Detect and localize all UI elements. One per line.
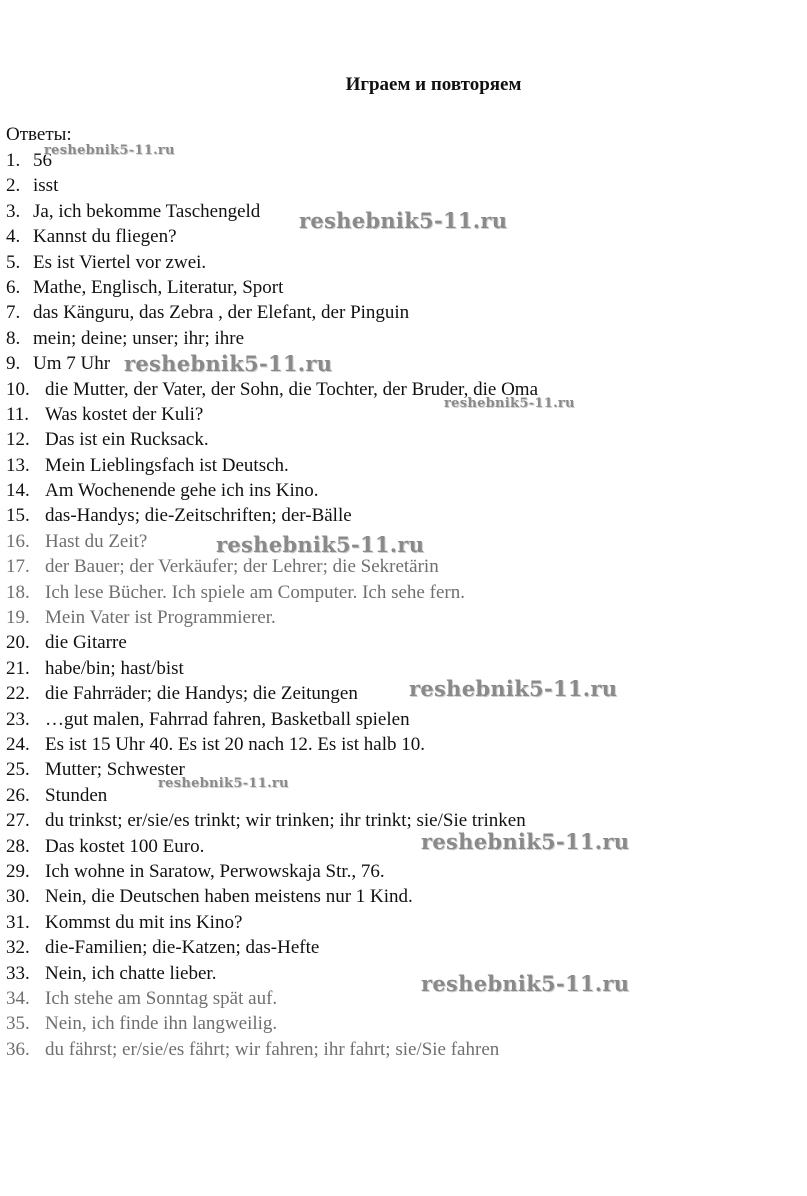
watermark: reshebnik5-11.ru	[421, 829, 630, 854]
page-title: Играем и повторяем	[345, 74, 522, 95]
answer-item	[6, 1037, 538, 1062]
answer-number: 28.	[6, 835, 30, 857]
answer-number: 34.	[6, 987, 30, 1009]
answer-number: 23.	[6, 708, 30, 730]
answer-item	[6, 250, 538, 275]
answer-number: 32.	[6, 937, 30, 959]
answer-number: 3.	[6, 200, 21, 222]
answer-text: Um 7 Uhr	[33, 353, 111, 375]
answer-item	[6, 580, 538, 605]
answer-text: Ich wohne in Saratow, Perwowskaja Str., 76.	[45, 860, 385, 882]
answer-number: 30.	[6, 886, 30, 908]
answer-text: habe/bin; hast/bist	[45, 657, 184, 679]
answer-text: Ich stehe am Sonntag spät auf.	[45, 987, 278, 1009]
answer-item	[6, 300, 538, 325]
answer-number: 5.	[6, 251, 21, 273]
answer-number: 18.	[6, 581, 30, 603]
answer-text: Nein, ich finde ihn langweilig.	[45, 1013, 278, 1035]
answer-number: 21.	[6, 657, 30, 679]
answer-item	[6, 605, 538, 630]
answers-label: Ответы:	[6, 124, 72, 145]
watermark: reshebnik5-11.ru	[409, 676, 618, 701]
answer-number: 29.	[6, 860, 30, 882]
answer-number: 10.	[6, 378, 30, 400]
answer-text: Kommst du mit ins Kino?	[45, 911, 243, 933]
answer-text: Mein Lieblingsfach ist Deutsch.	[45, 454, 289, 476]
answer-text: das Känguru, das Zebra , der Elefant, der Pinguin	[33, 302, 410, 324]
answer-number: 33.	[6, 962, 30, 984]
answer-item	[6, 859, 538, 884]
answer-item	[6, 554, 538, 579]
answer-text: Mein Vater ist Programmierer.	[45, 607, 276, 629]
answer-item	[6, 326, 538, 351]
answers-list	[6, 148, 538, 1062]
watermark: reshebnik5-11.ru	[158, 776, 289, 791]
answer-text: Ich lese Bücher. Ich spiele am Computer. Ich sehe fern.	[45, 581, 465, 603]
watermark: reshebnik5-11.ru	[216, 532, 425, 557]
answer-text: Es ist 15 Uhr 40. Es ist 20 nach 12. Es ist halb 10.	[45, 733, 425, 755]
watermark: reshebnik5-11.ru	[44, 143, 175, 158]
answer-text: Mathe, Englisch, Literatur, Sport	[33, 276, 284, 298]
answer-text: Nein, die Deutschen haben meistens nur 1 Kind.	[45, 886, 413, 908]
answer-number: 1.	[6, 150, 21, 171]
answer-text: Hast du Zeit?	[45, 530, 148, 552]
answer-item	[6, 478, 538, 503]
answer-item	[6, 884, 538, 909]
answer-number: 14.	[6, 480, 30, 502]
answer-number: 19.	[6, 607, 30, 629]
answer-number: 2.	[6, 175, 21, 197]
answer-number: 9.	[6, 353, 21, 375]
answer-text: Nein, ich chatte lieber.	[45, 962, 217, 984]
answer-item	[6, 275, 538, 300]
answer-text: du trinkst; er/sie/es trinkt; wir trinken; ihr trinkt; sie/Sie trinken	[45, 810, 526, 832]
watermark: reshebnik5-11.ru	[444, 396, 575, 411]
answer-text: du fährst; er/sie/es fährt; wir fahren; ihr fahrt; sie/Sie fahren	[45, 1038, 500, 1060]
answer-text: die Mutter, der Vater, der Sohn, die Tochter, der Bruder, die Oma	[45, 378, 538, 400]
answer-number: 13.	[6, 454, 30, 476]
watermark: reshebnik5-11.ru	[299, 208, 508, 233]
answer-number: 26.	[6, 784, 30, 806]
answer-text: die Fahrräder; die Handys; die Zeitungen	[45, 683, 358, 705]
answer-text: Kannst du fliegen?	[33, 226, 177, 248]
answer-item	[6, 732, 538, 757]
answer-text: das-Handys; die-Zeitschriften; der-Bälle	[45, 505, 352, 527]
answer-text: isst	[33, 175, 59, 197]
answer-item	[6, 630, 538, 655]
answer-number: 8.	[6, 327, 21, 349]
answer-number: 17.	[6, 556, 30, 578]
answer-number: 15.	[6, 505, 30, 527]
answer-text: Ja, ich bekomme Taschengeld	[33, 200, 261, 222]
answer-item	[6, 173, 538, 198]
answer-item	[6, 935, 538, 960]
watermark: reshebnik5-11.ru	[124, 351, 333, 376]
answer-text: 56	[33, 150, 52, 171]
answer-text: der Bauer; der Verkäufer; der Lehrer; die Sekretärin	[45, 556, 439, 578]
answer-number: 12.	[6, 429, 30, 451]
answer-number: 7.	[6, 302, 21, 324]
answer-text: …gut malen, Fahrrad fahren, Basketball spielen	[45, 708, 410, 730]
answer-item	[6, 910, 538, 935]
answer-number: 22.	[6, 683, 30, 705]
answer-text: Das kostet 100 Euro.	[45, 835, 205, 857]
answer-number: 31.	[6, 911, 30, 933]
answer-item	[6, 503, 538, 528]
answer-number: 11.	[6, 403, 30, 425]
answer-number: 16.	[6, 530, 30, 552]
answer-item	[6, 707, 538, 732]
answer-number: 35.	[6, 1013, 30, 1035]
answer-number: 25.	[6, 759, 30, 781]
answer-text: mein; deine; unser; ihr; ihre	[33, 327, 245, 349]
answer-text: Mutter; Schwester	[45, 759, 185, 781]
answer-item	[6, 427, 538, 452]
answer-number: 27.	[6, 810, 30, 832]
answer-text: Was kostet der Kuli?	[45, 403, 204, 425]
answer-text: Das ist ein Rucksack.	[45, 429, 209, 451]
answer-text: Am Wochenende gehe ich ins Kino.	[45, 480, 319, 502]
answer-number: 24.	[6, 733, 30, 755]
answer-number: 4.	[6, 226, 21, 248]
answer-number: 36.	[6, 1038, 30, 1060]
answer-number: 20.	[6, 632, 30, 654]
answer-text: Es ist Viertel vor zwei.	[33, 251, 207, 273]
answer-number: 6.	[6, 276, 21, 298]
answer-item	[6, 453, 538, 478]
answer-text: die-Familien; die-Katzen; das-Hefte	[45, 937, 320, 959]
answer-item	[6, 1011, 538, 1036]
watermark: reshebnik5-11.ru	[421, 971, 630, 996]
answer-text: Stunden	[45, 784, 108, 806]
answer-text: die Gitarre	[45, 632, 127, 654]
